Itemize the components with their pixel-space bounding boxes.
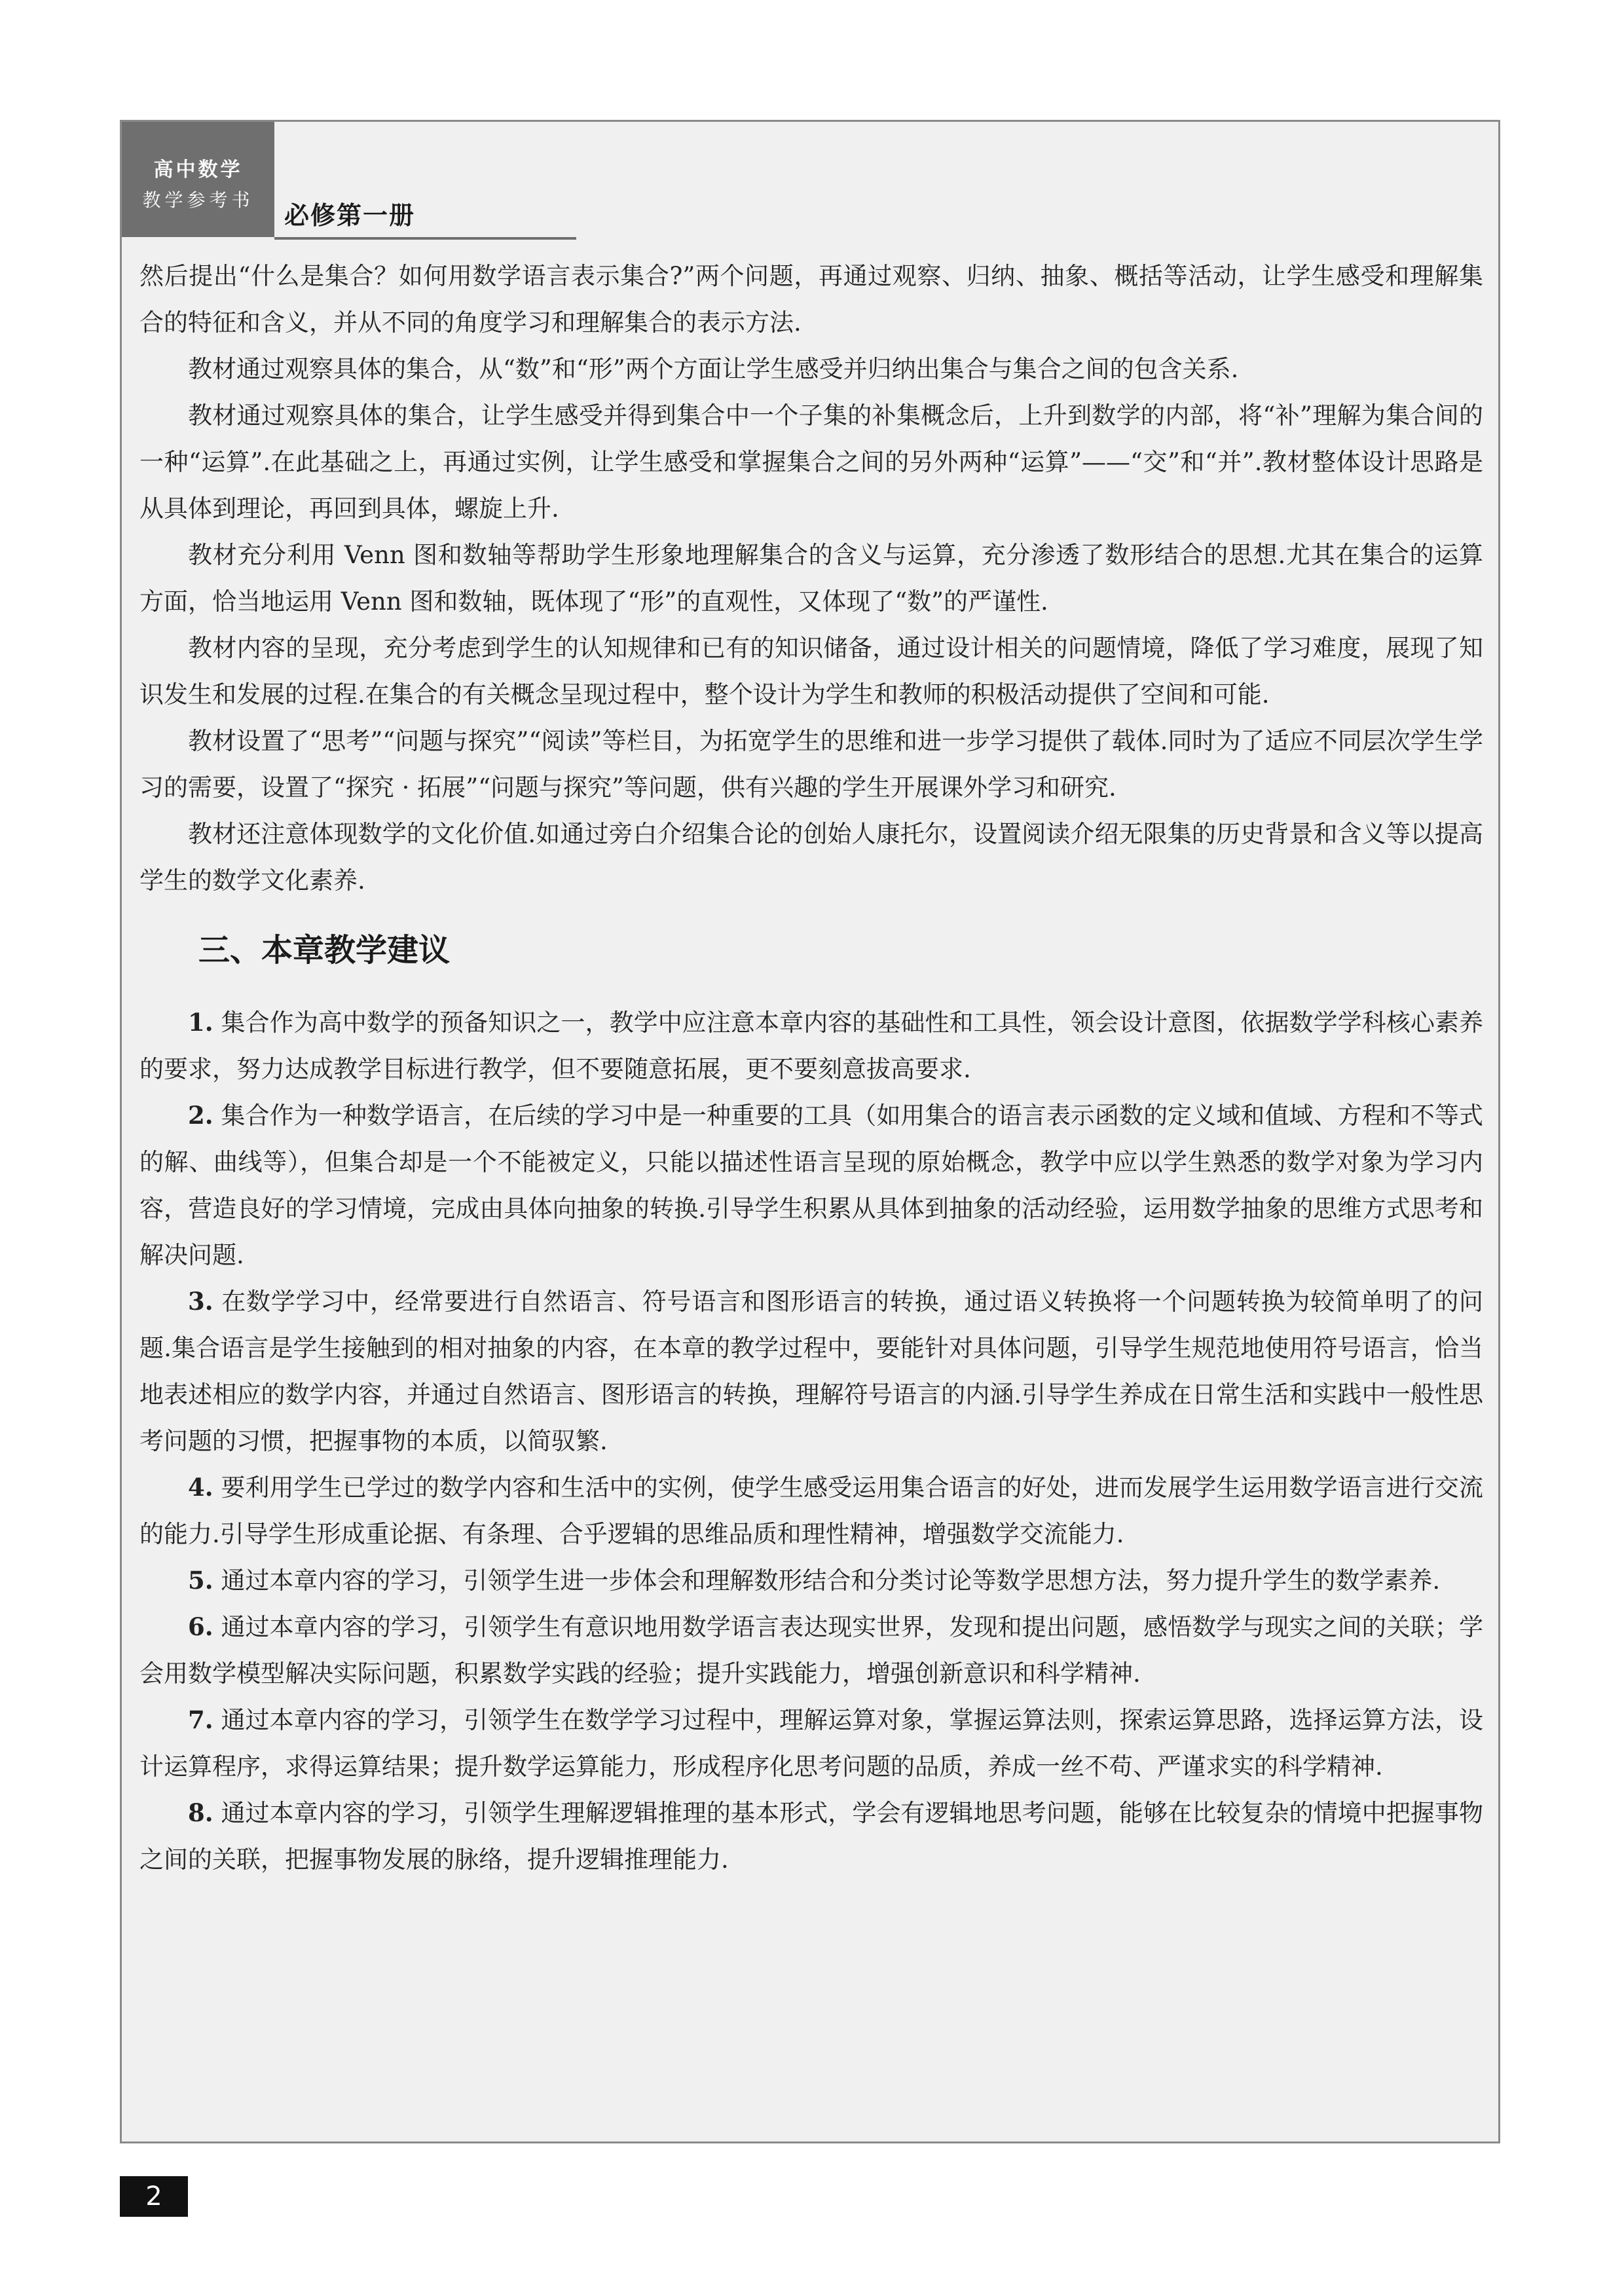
suggestion-item — [139, 1092, 1483, 1278]
suggestion-item — [139, 1604, 1483, 1697]
suggestion-text: 通过本章内容的学习，引领学生理解逻辑推理的基本形式，学会有逻辑地思考问题，能够在比较复杂的情境中把握事物之间的关联，把握事物发展的脉络，提升逻辑推理能力. — [139, 1799, 1484, 1874]
suggestion-text: 在数学学习中，经常要进行自然语言、符号语言和图形语言的转换，通过语义转换将一个问题转换为较简单明了的问题.集合语言是学生接触到的相对抽象的内容，在本章的教学过程中，要能针对具体问题，引导学生规范地使用符号语言，恰当地表述相应的数学内容，并通过自然语言、图形语言的转换，理解符号语言的内涵.引导学生养成在日常生活和实践中一般性思考问题的习惯，把握事物的本质，以简驭繁. — [139, 1288, 1483, 1455]
suggestion-number: 2. — [188, 1101, 213, 1130]
page-number: 2 — [120, 2176, 188, 2217]
suggestion-item — [139, 1697, 1483, 1790]
series-label — [122, 122, 274, 237]
series-line-2: 教学参考书 — [142, 189, 254, 211]
suggestion-number: 4. — [188, 1473, 213, 1502]
suggestion-item — [139, 999, 1483, 1092]
suggestion-item — [139, 1790, 1483, 1883]
suggestion-number: 6. — [188, 1612, 213, 1641]
suggestion-item — [139, 1278, 1483, 1464]
suggestion-number: 1. — [188, 1008, 213, 1037]
suggestion-number: 7. — [188, 1705, 213, 1734]
series-line-1: 高中数学 — [153, 158, 243, 181]
paragraph: 教材设置了“思考”“问题与探究”“阅读”等栏目，为拓宽学生的思维和进一步学习提供了载体.同时为了适应不同层次学生学习的需要，设置了“探究 · 拓展”“问题与探究”等问题，供有兴趣的学生开展课外学习和研究. — [139, 727, 1483, 802]
suggestion-number: 3. — [188, 1287, 213, 1316]
header-rule — [274, 237, 576, 240]
book-title: 必修第一册 — [284, 201, 416, 230]
paragraph: 教材通过观察具体的集合，从“数”和“形”两个方面让学生感受并归纳出集合与集合之间的包含关系. — [188, 355, 1239, 383]
paragraph: 教材充分利用 Venn 图和数轴等帮助学生形象地理解集合的含义与运算，充分渗透了数形结合的思想.尤其在集合的运算方面，恰当地运用 Venn 图和数轴，既体现了“形”的直观性，又体现了“数”的严谨性. — [139, 541, 1483, 616]
suggestion-item — [139, 1464, 1483, 1557]
paragraph: 教材还注意体现数学的文化价值.如通过旁白介绍集合论的创始人康托尔，设置阅读介绍无限集的历史背景和含义等以提高学生的数学文化素养. — [139, 820, 1483, 895]
suggestion-item — [139, 1557, 1483, 1604]
paragraph: 教材通过观察具体的集合，让学生感受并得到集合中一个子集的补集概念后，上升到数学的内部，将“补”理解为集合间的一种“运算”.在此基础之上，再通过实例，让学生感受和掌握集合之间的另外两种“运算”——“交”和“并”.教材整体设计思路是从具体到理论，再回到具体，螺旋上升. — [139, 401, 1483, 523]
paragraph: 然后提出“什么是集合？如何用数学语言表示集合?”两个问题，再通过观察、归纳、抽象、概括等活动，让学生感受和理解集合的特征和含义，并从不同的角度学习和理解集合的表示方法. — [139, 262, 1483, 337]
content-frame — [120, 120, 1500, 2143]
suggestion-text: 通过本章内容的学习，引领学生有意识地用数学语言表达现实世界，发现和提出问题，感悟数学与现实之间的关联；学会用数学模型解决实际问题，积累数学实践的经验；提升实践能力，增强创新意识和科学精神. — [139, 1613, 1484, 1688]
suggestion-text: 通过本章内容的学习，引领学生进一步体会和理解数形结合和分类讨论等数学思想方法，努力提升学生的数学素养. — [221, 1566, 1441, 1595]
paragraph: 教材内容的呈现，充分考虑到学生的认知规律和已有的知识储备，通过设计相关的问题情境，降低了学习难度，展现了知识发生和发展的过程.在集合的有关概念呈现过程中，整个设计为学生和教师的积极活动提供了空间和可能. — [139, 634, 1483, 709]
suggestion-text: 集合作为高中数学的预备知识之一，教学中应注意本章内容的基础性和工具性，领会设计意图，依据数学学科核心素养的要求，努力达成教学目标进行教学，但不要随意拓展，更不要刻意拔高要求. — [139, 1009, 1484, 1083]
suggestion-text: 集合作为一种数学语言，在后续的学习中是一种重要的工具（如用集合的语言表示函数的定义域和值域、方程和不等式的解、曲线等），但集合却是一个不能被定义，只能以描述性语言呈现的原始概念，教学中应以学生熟悉的数学对象为学习内容，营造良好的学习情境，完成由具体向抽象的转换.引导学生积累从具体到抽象的活动经验，运用数学抽象的思维方式思考和解决问题. — [139, 1102, 1484, 1269]
suggestion-number: 5. — [188, 1566, 213, 1595]
section-heading: 三、本章教学建议 — [198, 932, 451, 969]
page-body — [139, 253, 1483, 1883]
suggestion-text: 通过本章内容的学习，引领学生在数学学习过程中，理解运算对象，掌握运算法则，探索运算思路，选择运算方法，设计运算程序，求得运算结果；提升数学运算能力，形成程序化思考问题的品质，养成一丝不苟、严谨求实的科学精神. — [139, 1706, 1484, 1781]
suggestion-text: 要利用学生已学过的数学内容和生活中的实例，使学生感受运用集合语言的好处，进而发展学生运用数学语言进行交流的能力.引导学生形成重论据、有条理、合乎逻辑的思维品质和理性精神，增强数学交流能力. — [139, 1473, 1484, 1548]
suggestion-number: 8. — [188, 1798, 213, 1827]
